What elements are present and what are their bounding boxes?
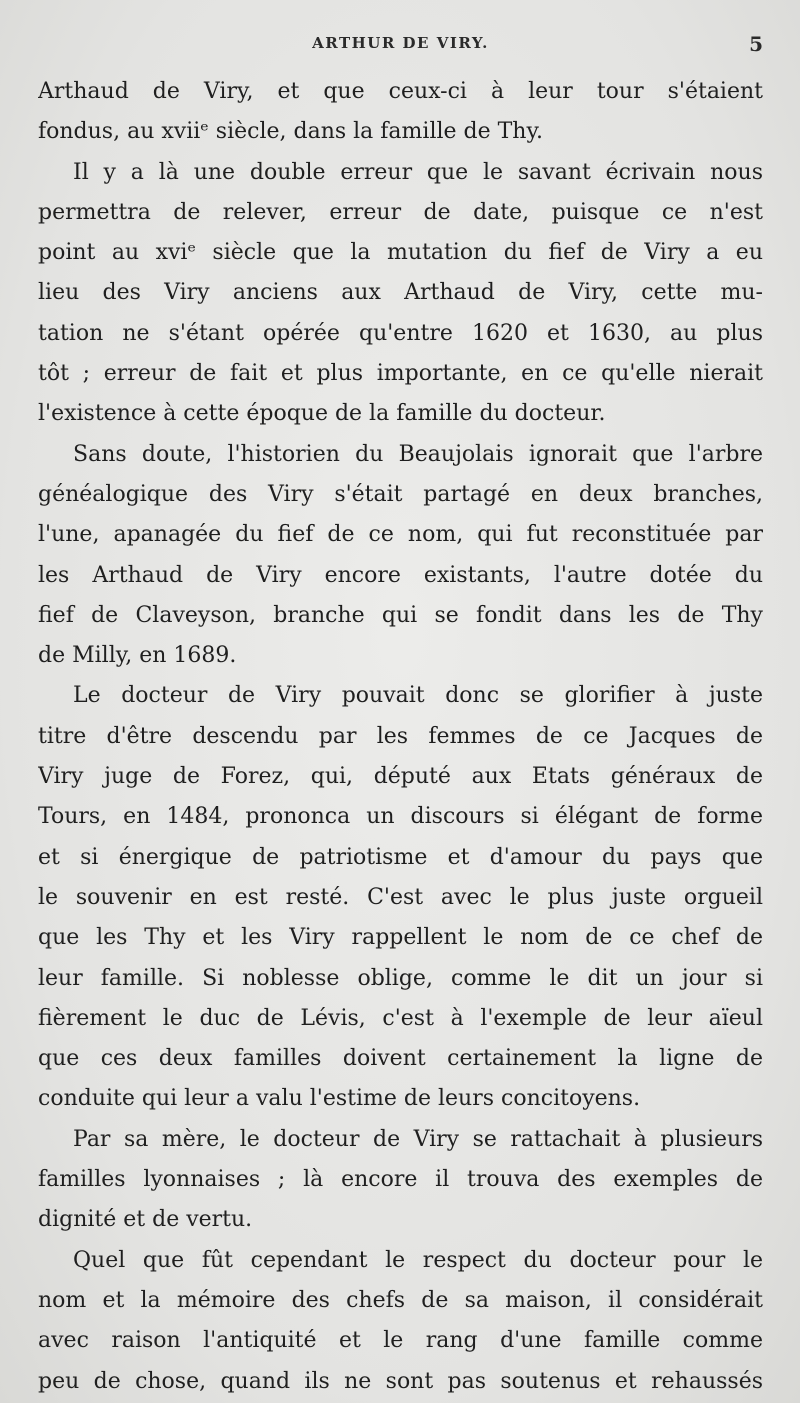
text-line: nom et la mémoire des chefs de sa maison, il considérait <box>38 1287 763 1313</box>
text-line: Tours, en 1484, prononca un discours si élégant de forme <box>38 804 763 830</box>
text-line: Viry juge de Forez, qui, député aux Etats généraux de <box>38 764 763 790</box>
text-line: tôt ; erreur de fait et plus importante, en ce qu'elle nierait <box>38 361 763 387</box>
text-line: Sans doute, l'historien du Beaujolais ignorait que l'arbre <box>73 441 763 467</box>
text-line: peu de chose, quand ils ne sont pas soutenus et rehaussés <box>38 1368 763 1394</box>
text-line: point au xviᵉ siècle que la mutation du fief de Viry a eu <box>38 240 763 266</box>
running-head <box>38 34 763 62</box>
text-line: Quel que fût cependant le respect du docteur pour le <box>73 1247 763 1273</box>
text-line: Il y a là une double erreur que le savant écrivain nous <box>73 159 763 185</box>
text-line: permettra de relever, erreur de date, puisque ce n'est <box>38 199 763 225</box>
text-line: Le docteur de Viry pouvait donc se glorifier à juste <box>73 683 763 709</box>
text-line: fondus, au xviiᵉ siècle, dans la famille de Thy. <box>38 119 543 145</box>
text-line: Arthaud de Viry, et que ceux-ci à leur tour s'étaient <box>38 79 763 104</box>
text-line: lieu des Viry anciens aux Arthaud de Viry, cette mu- <box>38 280 763 306</box>
text-line: avec raison l'antiquité et le rang d'une famille comme <box>38 1328 763 1354</box>
text-line: conduite qui leur a valu l'estime de leurs concitoyens. <box>38 1086 641 1112</box>
text-line: l'une, apanagée du fief de ce nom, qui fut reconstituée par <box>38 522 763 548</box>
text-line: que les Thy et les Viry rappellent le nom de ce chef de <box>38 925 763 951</box>
page-number: 5 <box>749 32 763 56</box>
running-title: ARTHUR DE VIRY. <box>312 34 489 52</box>
text-line: titre d'être descendu par les femmes de ce Jacques de <box>38 723 763 749</box>
text-line: fief de Claveyson, branche qui se fondit dans les de Thy <box>38 602 763 628</box>
text-line: que ces deux familles doivent certainement la ligne de <box>38 1046 763 1072</box>
text-line: et si énergique de patriotisme et d'amour du pays que <box>38 844 763 870</box>
text-line: tation ne s'étant opérée qu'entre 1620 et 1630, au plus <box>38 320 763 346</box>
text-body <box>38 72 763 1402</box>
text-line: généalogique des Viry s'était partagé en deux branches, <box>38 481 763 507</box>
text-line: l'existence à cette époque de la famille du docteur. <box>38 401 606 427</box>
text-line: le souvenir en est resté. C'est avec le plus juste orgueil <box>38 884 763 910</box>
text-line: fièrement le duc de Lévis, c'est à l'exemple de leur aïeul <box>38 1005 763 1031</box>
text-line: dignité et de vertu. <box>38 1207 253 1233</box>
text-line: de Milly, en 1689. <box>38 643 237 669</box>
text-line: les Arthaud de Viry encore existants, l'autre dotée du <box>38 562 763 588</box>
text-line: familles lyonnaises ; là encore il trouva des exemples de <box>38 1167 763 1193</box>
text-line: leur famille. Si noblesse oblige, comme le dit un jour si <box>38 965 763 991</box>
text-line: Par sa mère, le docteur de Viry se rattachait à plusieurs <box>73 1126 763 1152</box>
